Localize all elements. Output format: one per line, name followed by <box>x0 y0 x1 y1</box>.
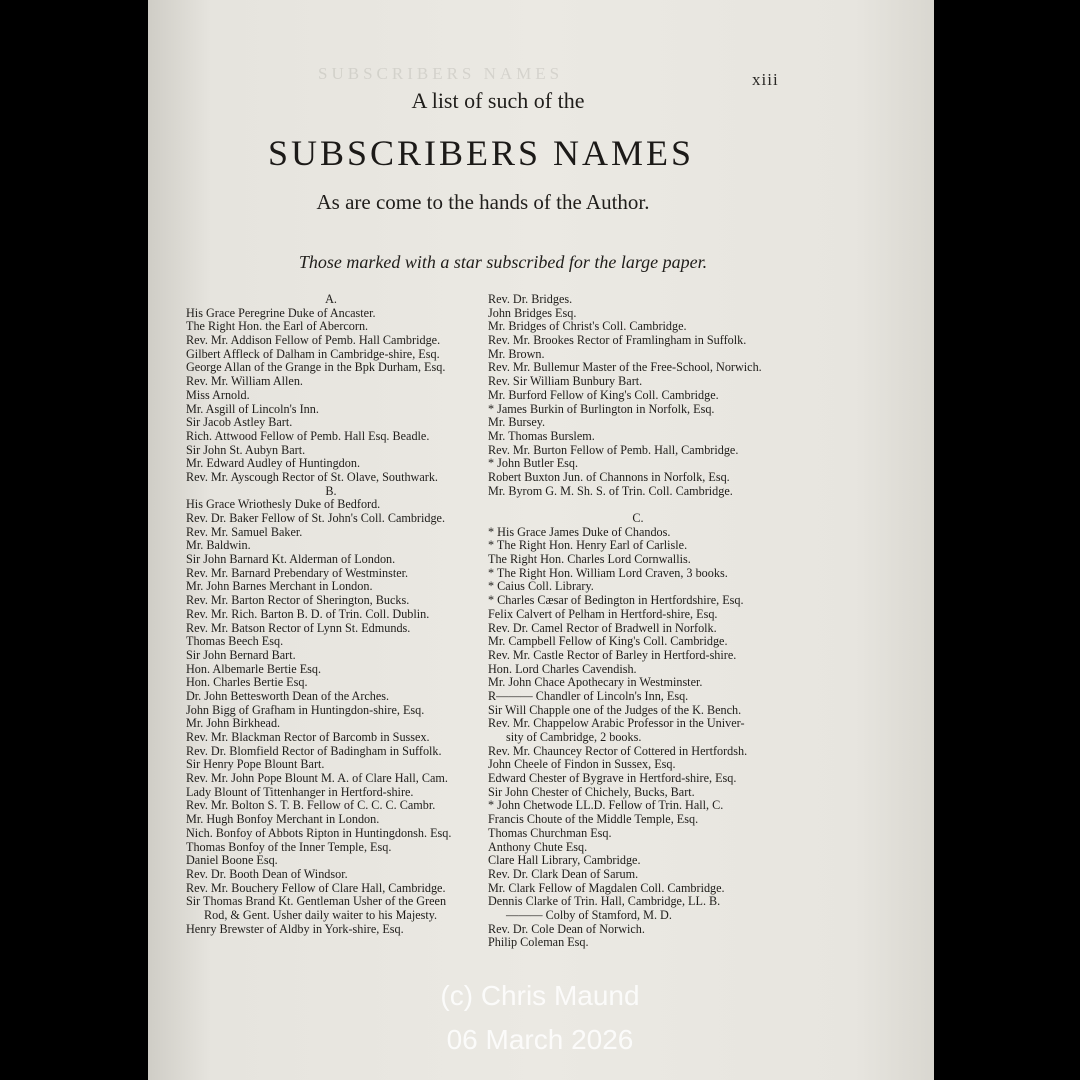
book-page <box>148 0 934 1080</box>
star-note: Those marked with a star subscribed for the large paper. <box>298 252 708 272</box>
subscriber-entry: Robert Buxton Jun. of Channons in Norfolk, Esq. <box>488 469 730 484</box>
subscriber-entry: * John Butler Esq. <box>488 456 579 471</box>
subscriber-entry: Sir John Bernard Bart. <box>186 647 296 662</box>
subscriber-entry: Mr. Byrom G. M. Sh. S. of Trin. Coll. Cambridge. <box>488 483 733 498</box>
subscriber-entry: Rev. Dr. Bridges. <box>488 292 573 306</box>
subscriber-entry: Rev. Mr. John Pope Blount M. A. of Clare Hall, Cam. <box>186 771 448 786</box>
subscriber-entry: Philip Coleman Esq. <box>488 935 589 950</box>
section-letter: A. <box>325 292 337 306</box>
subscriber-entry: Rev. Mr. Bouchery Fellow of Clare Hall, Cambridge. <box>186 880 446 895</box>
subscriber-entry: Rev. Mr. William Allen. <box>186 374 303 389</box>
subscriber-entry: Rev. Dr. Booth Dean of Windsor. <box>186 866 348 881</box>
page-title: SUBSCRIBERS NAMES <box>267 133 695 173</box>
subscriber-entry: John Bigg of Grafham in Huntingdon-shire, Esq. <box>186 702 425 717</box>
subscriber-entry: Mr. John Barnes Merchant in London. <box>186 579 373 594</box>
subscriber-entry: Henry Brewster of Aldby in York-shire, Esq. <box>186 921 404 936</box>
subscriber-entry: The Right Hon. Charles Lord Cornwallis. <box>488 552 691 567</box>
subscriber-entry: Rev. Mr. Bullemur Master of the Free-School, Norwich. <box>488 360 762 375</box>
heading-line-1: A list of such of the <box>411 88 585 113</box>
subscribers-column-right <box>488 293 788 950</box>
subscriber-entry-continuation: Rod, & Gent. Usher daily waiter to his Majesty. <box>204 907 438 922</box>
subscriber-entry: The Right Hon. the Earl of Abercorn. <box>186 319 369 334</box>
subscriber-entry: Dr. John Bettesworth Dean of the Arches. <box>186 688 390 703</box>
subscriber-entry: * John Chetwode LL.D. Fellow of Trin. Hall, C. <box>488 798 724 813</box>
subscriber-entry: Sir John Chester of Chichely, Bucks, Bart. <box>488 784 695 799</box>
subscriber-entry: Sir Will Chapple one of the Judges of the K. Bench. <box>488 702 742 717</box>
section-letter: C. <box>632 511 644 525</box>
heading-line-3: As are come to the hands of the Author. <box>316 190 650 214</box>
subscriber-entry: Mr. Thomas Burslem. <box>488 428 595 443</box>
subscriber-entry: Miss Arnold. <box>186 387 250 402</box>
subscriber-entry: Rev. Mr. Batson Rector of Lynn St. Edmunds. <box>186 620 411 635</box>
subscriber-entry: Thomas Churchman Esq. <box>488 825 612 840</box>
subscriber-entry: His Grace Wriothesly Duke of Bedford. <box>186 497 381 512</box>
subscriber-entry: Rev. Mr. Burton Fellow of Pemb. Hall, Cambridge. <box>488 442 739 457</box>
subscriber-entry: * His Grace James Duke of Chandos. <box>488 524 671 539</box>
subscriber-entry: Mr. Bursey. <box>488 415 546 430</box>
subscriber-entry: Mr. John Chace Apothecary in Westminster. <box>488 675 703 690</box>
subscriber-entry: Mr. Campbell Fellow of King's Coll. Cambridge. <box>488 634 728 649</box>
subscriber-entry: Clare Hall Library, Cambridge. <box>488 853 641 868</box>
copyright-watermark: (c) Chris Maund <box>440 980 640 1011</box>
subscriber-entry: * Charles Cæsar of Bedington in Hertfordshire, Esq. <box>488 593 744 608</box>
subscriber-entry: Rev. Mr. Blackman Rector of Barcomb in Sussex. <box>186 730 430 744</box>
subscriber-entry: Mr. Brown. <box>488 346 545 361</box>
subscriber-entry: Gilbert Affleck of Dalham in Cambridge-shire, Esq. <box>186 346 440 361</box>
subscriber-entry: Rev. Dr. Blomfield Rector of Badingham in Suffolk. <box>186 743 442 758</box>
subscriber-entry: Nich. Bonfoy of Abbots Ripton in Huntingdonsh. Esq. <box>186 825 452 840</box>
subscriber-entry: Rev. Dr. Camel Rector of Bradwell in Norfolk. <box>488 620 717 635</box>
subscriber-entry: Felix Calvert of Pelham in Hertford-shire, Esq. <box>488 606 718 621</box>
subscriber-entry: Sir Henry Pope Blount Bart. <box>186 757 325 772</box>
subscriber-entry: * James Burkin of Burlington in Norfolk, Esq. <box>488 401 715 416</box>
subscribers-column-left <box>186 293 486 936</box>
subscriber-entry: Rev. Mr. Rich. Barton B. D. of Trin. Coll. Dublin. <box>186 606 430 621</box>
subscriber-entry: Sir John St. Aubyn Bart. <box>186 442 306 457</box>
subscriber-entry: R——— Chandler of Lincoln's Inn, Esq. <box>488 688 689 703</box>
subscriber-entry: Mr. Burford Fellow of King's Coll. Cambridge. <box>488 387 719 402</box>
subscriber-entry: * The Right Hon. William Lord Craven, 3 books. <box>488 565 728 580</box>
subscriber-entry: Thomas Bonfoy of the Inner Temple, Esq. <box>186 839 392 854</box>
subscriber-entry: George Allan of the Grange in the Bpk Durham, Esq. <box>186 360 446 375</box>
subscriber-entry: Rev. Mr. Barton Rector of Sherington, Bucks. <box>186 593 410 608</box>
subscriber-entry: Mr. Hugh Bonfoy Merchant in London. <box>186 812 380 827</box>
page-number: xiii <box>752 70 779 89</box>
subscriber-entry: Rev. Mr. Addison Fellow of Pemb. Hall Cambridge. <box>186 333 441 348</box>
subscriber-entry: Rev. Sir William Bunbury Bart. <box>488 374 643 389</box>
subscriber-entry-continuation: sity of Cambridge, 2 books. <box>506 730 642 744</box>
subscriber-entry: Mr. Baldwin. <box>186 538 251 553</box>
bleed-through-text: SUBSCRIBERS NAMES <box>318 64 564 83</box>
subscriber-entry: Sir John Barnard Kt. Alderman of London. <box>186 552 396 567</box>
subscriber-entry: Edward Chester of Bygrave in Hertford-shire, Esq. <box>488 771 737 786</box>
date-watermark: 06 March 2026 <box>446 1024 634 1055</box>
subscriber-entry: Anthony Chute Esq. <box>488 839 588 854</box>
subscriber-entry: John Cheele of Findon in Sussex, Esq. <box>488 757 676 772</box>
subscriber-entry: Rev. Mr. Chappelow Arabic Professor in the Univer- <box>488 716 745 731</box>
subscriber-entry: Hon. Lord Charles Cavendish. <box>488 661 637 676</box>
subscriber-entry: Dennis Clarke of Trin. Hall, Cambridge, LL. B. <box>488 894 721 909</box>
subscriber-entry: Francis Choute of the Middle Temple, Esq. <box>488 812 699 827</box>
subscriber-entry: Daniel Boone Esq. <box>186 853 278 868</box>
subscriber-entry: Hon. Charles Bertie Esq. <box>186 675 308 690</box>
subscriber-entry: Rev. Mr. Chauncey Rector of Cottered in Hertfordsh. <box>488 743 748 758</box>
subscriber-entry: Mr. Edward Audley of Huntingdon. <box>186 456 360 471</box>
subscriber-entry: Rev. Mr. Bolton S. T. B. Fellow of C. C. C. Cambr. <box>186 798 436 813</box>
subscriber-entry: Rev. Dr. Clark Dean of Sarum. <box>488 866 639 881</box>
subscriber-entry: Rev. Mr. Samuel Baker. <box>186 524 303 539</box>
subscriber-entry: Lady Blount of Tittenhanger in Hertford-shire. <box>186 784 414 799</box>
subscriber-entry: Rev. Mr. Barnard Prebendary of Westminster. <box>186 565 409 580</box>
subscriber-entry: John Bridges Esq. <box>488 305 577 320</box>
subscriber-entry: His Grace Peregrine Duke of Ancaster. <box>186 305 376 320</box>
subscriber-entry: Thomas Beech Esq. <box>186 634 284 649</box>
subscriber-entry: Sir Jacob Astley Bart. <box>186 415 293 430</box>
subscriber-entry: Mr. John Birkhead. <box>186 716 281 731</box>
blank-line <box>488 498 788 512</box>
subscriber-entry: Hon. Albemarle Bertie Esq. <box>186 661 322 676</box>
subscriber-entry: * Caius Coll. Library. <box>488 579 594 594</box>
subscriber-entry: Mr. Bridges of Christ's Coll. Cambridge. <box>488 319 687 334</box>
subscriber-entry-continuation: ——— Colby of Stamford, M. D. <box>506 907 672 922</box>
subscriber-entry: Rev. Dr. Baker Fellow of St. John's Coll. Cambridge. <box>186 511 446 525</box>
section-letter: B. <box>325 483 337 498</box>
subscriber-entry: Sir Thomas Brand Kt. Gentleman Usher of the Green <box>186 894 447 909</box>
subscriber-entry: Rev. Mr. Brookes Rector of Framlingham in Suffolk. <box>488 333 747 348</box>
subscriber-entry: Rich. Attwood Fellow of Pemb. Hall Esq. Beadle. <box>186 428 430 443</box>
subscriber-entry: Rev. Mr. Ayscough Rector of St. Olave, Southwark. <box>186 469 438 484</box>
subscriber-entry: Rev. Mr. Castle Rector of Barley in Hertford-shire. <box>488 647 737 662</box>
subscriber-entry: * The Right Hon. Henry Earl of Carlisle. <box>488 538 688 553</box>
subscriber-entry: Rev. Dr. Cole Dean of Norwich. <box>488 921 645 936</box>
subscriber-entry: Mr. Asgill of Lincoln's Inn. <box>186 401 319 416</box>
subscriber-entry: Mr. Clark Fellow of Magdalen Coll. Cambridge. <box>488 880 725 895</box>
